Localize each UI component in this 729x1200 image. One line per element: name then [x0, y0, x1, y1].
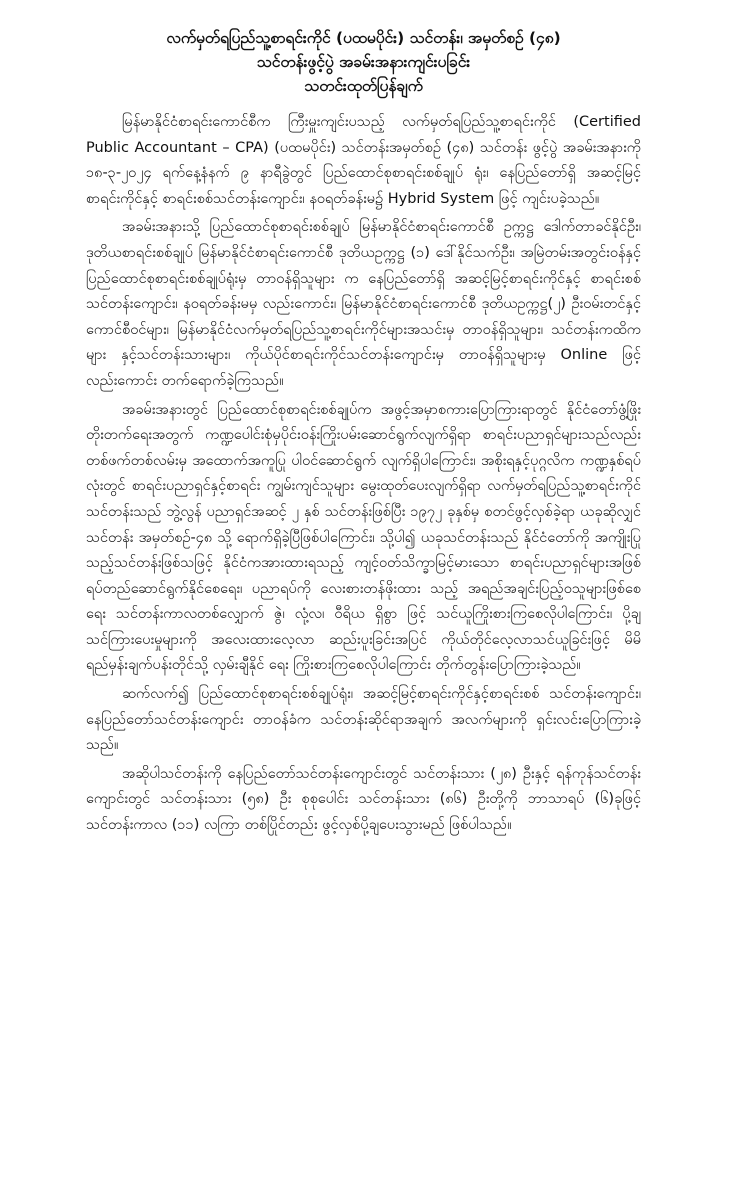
heading-block — [86, 26, 641, 98]
course-title-heading: လက်မှတ်ရပြည်သူ့စာရင်းကိုင် (ပထမပိုင်း) သင်တန်း၊ အမှတ်စဉ် (၄၈) — [166, 29, 561, 47]
press-release-heading: သတင်းထုတ်ပြန်ချက် — [304, 77, 423, 95]
paragraph-speech: အခမ်းအနားတွင် ပြည်ထောင်စုစာရင်းစစ်ချုပ်က အဖွင့်အမှာစကားပြောကြားရာတွင် နိုင်ငံတော်ဖွံ့ဖြိုးတိုးတက်ရေးအတွက် ကဏ္ဍပေါင်းစုံမှပိုင်းဝန်းကြိုးပမ်းဆောင်ရွက်လျက်ရှိရာ စာရင်းပညာရှင်များသည်လည်း တစ်ဖက်တစ်လမ်းမှ အထောက်အကူပြု ပါဝင်ဆောင်ရွက် လျက်ရှိပါကြောင်း၊ အစိုးရနှင့်ပုဂ္ဂလိက ကဏ္ဍနှစ်ရပ်လုံးတွင် စာရင်းပညာရှင်နှင့်စာရင်း ကျွမ်းကျင်သူများ မွေးထုတ်ပေးလျက်ရှိရာ လက်မှတ်ရပြည်သူ့စာရင်းကိုင်သင်တန်းသည် ဘွဲ့လွန် ပညာရှင်အဆင့် ၂ နှစ် သင်တန်းဖြစ်ပြီး ၁၉၇၂ ခုနှစ်မှ စတင်ဖွင့်လှစ်ခဲ့ရာ ယခုဆိုလျှင် သင်တန်း အမှတ်စဉ်-၄၈ သို့ ရောက်ရှိခဲ့ပြီဖြစ်ပါကြောင်း၊ သို့ပါ၍ ယခုသင်တန်းသည် နိုင်ငံတော်ကို အကျိုးပြုသည့်သင်တန်းဖြစ်သဖြင့် နိုင်ငံကအားထားရသည့် ကျင့်ဝတ်သိက္ခာမြင့်မားသော စာရင်းပညာရှင်များအဖြစ် ရပ်တည်ဆောင်ရွက်နိုင်စေရေး၊ ပညာရပ်ကို လေးစားတန်ဖိုးထား သည့် အရည်အချင်းပြည့်ဝသူများဖြစ်စေရေး သင်တန်းကာလတစ်လျှောက် ဇွဲ၊ လုံ့လ၊ ဝီရိယ ရှိစွာ ဖြင့် သင်ယူကြိုးစားကြစေလိုပါကြောင်း၊ ပို့ချသင်ကြားပေးမှုများကို အလေးထားလေ့လာ ဆည်းပူးခြင်းအပြင် ကိုယ်တိုင်လေ့လာသင်ယူခြင်းဖြင့် မိမိရည်မှန်းချက်ပန်းတိုင်သို့ လှမ်းချီနိုင် ရေး ကြိုးစားကြစေလိုပါကြောင်း တိုက်တွန်းပြောကြားခဲ့သည်။ — [86, 401, 641, 674]
paragraph-attendees: အခမ်းအနားသို့ ပြည်ထောင်စုစာရင်းစစ်ချုပ် မြန်မာနိုင်ငံစာရင်းကောင်စီ ဥက္ကဋ္ဌ ဒေါက်တာခင်နိုင်ဦး၊ ဒုတိယစာရင်းစစ်ချုပ် မြန်မာနိုင်ငံစာရင်းကောင်စီ ဒုတိယဥက္ကဋ္ဌ (၁) ဒေါ်နိုင်သက်ဦး၊ အမြဲတမ်းအတွင်းဝန်နှင့် ပြည်ထောင်စုစာရင်းစစ်ချုပ်ရုံးမှ တာဝန်ရှိသူများ က နေပြည်တော်ရှိ အဆင့်မြင့်စာရင်းကိုင်နှင့် စာရင်းစစ်သင်တန်းကျောင်း၊ နဝရတ်ခန်းမမှ လည်းကောင်း၊ မြန်မာနိုင်ငံစာရင်းကောင်စီ ဒုတိယဥက္ကဋ္ဌ(၂) ဦးဝမ်းတင်နှင့်ကောင်စီဝင်များ၊ မြန်မာနိုင်ငံလက်မှတ်ရပြည်သူ့စာရင်းကိုင်များအသင်းမှ တာဝန်ရှိသူများ၊ သင်တန်းကထိကများ နှင့်သင်တန်းသားများ၊ ကိုယ်ပိုင်စာရင်းကိုင်သင်တန်းကျောင်းမှ တာဝန်ရှိသူများမှ Online ဖြင့် လည်းကောင်း တက်ရောက်ခဲ့ကြသည်။ — [86, 219, 641, 389]
paragraph-opening: မြန်မာနိုင်ငံစာရင်းကောင်စီက ကြီးမှူးကျင်းပသည့် လက်မှတ်ရပြည်သူ့စာရင်းကိုင် (Certified Public Accountant – CPA) (ပထမပိုင်း) သင်တန်းအမှတ်စဉ် (၄၈) သင်တန်း ဖွင့်ပွဲ အခမ်းအနားကို ၁၈-၃-၂၀၂၄ ရက်နေ့နံနက် ၉ နာရီခွဲတွင် ပြည်ထောင်စုစာရင်းစစ်ချုပ် ရုံး၊ နေပြည်တော်ရှိ အဆင့်မြင့်စာရင်းကိုင်နှင့် စာရင်းစစ်သင်တန်းကျောင်း၊ နဝရတ်ခန်းမ၌ Hybrid System ဖြင့် ကျင်းပခဲ့သည်။ — [86, 114, 641, 207]
ceremony-heading: သင်တန်းဖွင့်ပွဲ အခမ်းအနားကျင်းပခြင်း — [256, 53, 471, 71]
paragraph-course-info: ဆက်လက်၍ ပြည်ထောင်စုစာရင်းစစ်ချုပ်ရုံး၊ အဆင့်မြင့်စာရင်းကိုင်နှင့်စာရင်းစစ် သင်တန်းကျောင်း၊ နေပြည်တော်သင်တန်းကျောင်း တာဝန်ခံက သင်တန်းဆိုင်ရာအချက် အလက်များကို ရှင်းလင်းပြောကြားခဲ့သည်။ — [86, 686, 641, 754]
paragraph-enrollment: အဆိုပါသင်တန်းကို နေပြည်တော်သင်တန်းကျောင်းတွင် သင်တန်းသား (၂၈) ဦးနှင့် ရန်ကုန်သင်တန်းကျောင်းတွင် သင်တန်းသား (၅၈) ဦး စုစုပေါင်း သင်တန်းသား (၈၆) ဦးတို့ကို ဘာသာရပ် (၆)ခုဖြင့် သင်တန်းကာလ (၁၁) လကြာ တစ်ပြိုင်တည်း ဖွင့်လှစ်ပို့ချပေးသွားမည် ဖြစ်ပါသည်။ — [86, 765, 641, 834]
